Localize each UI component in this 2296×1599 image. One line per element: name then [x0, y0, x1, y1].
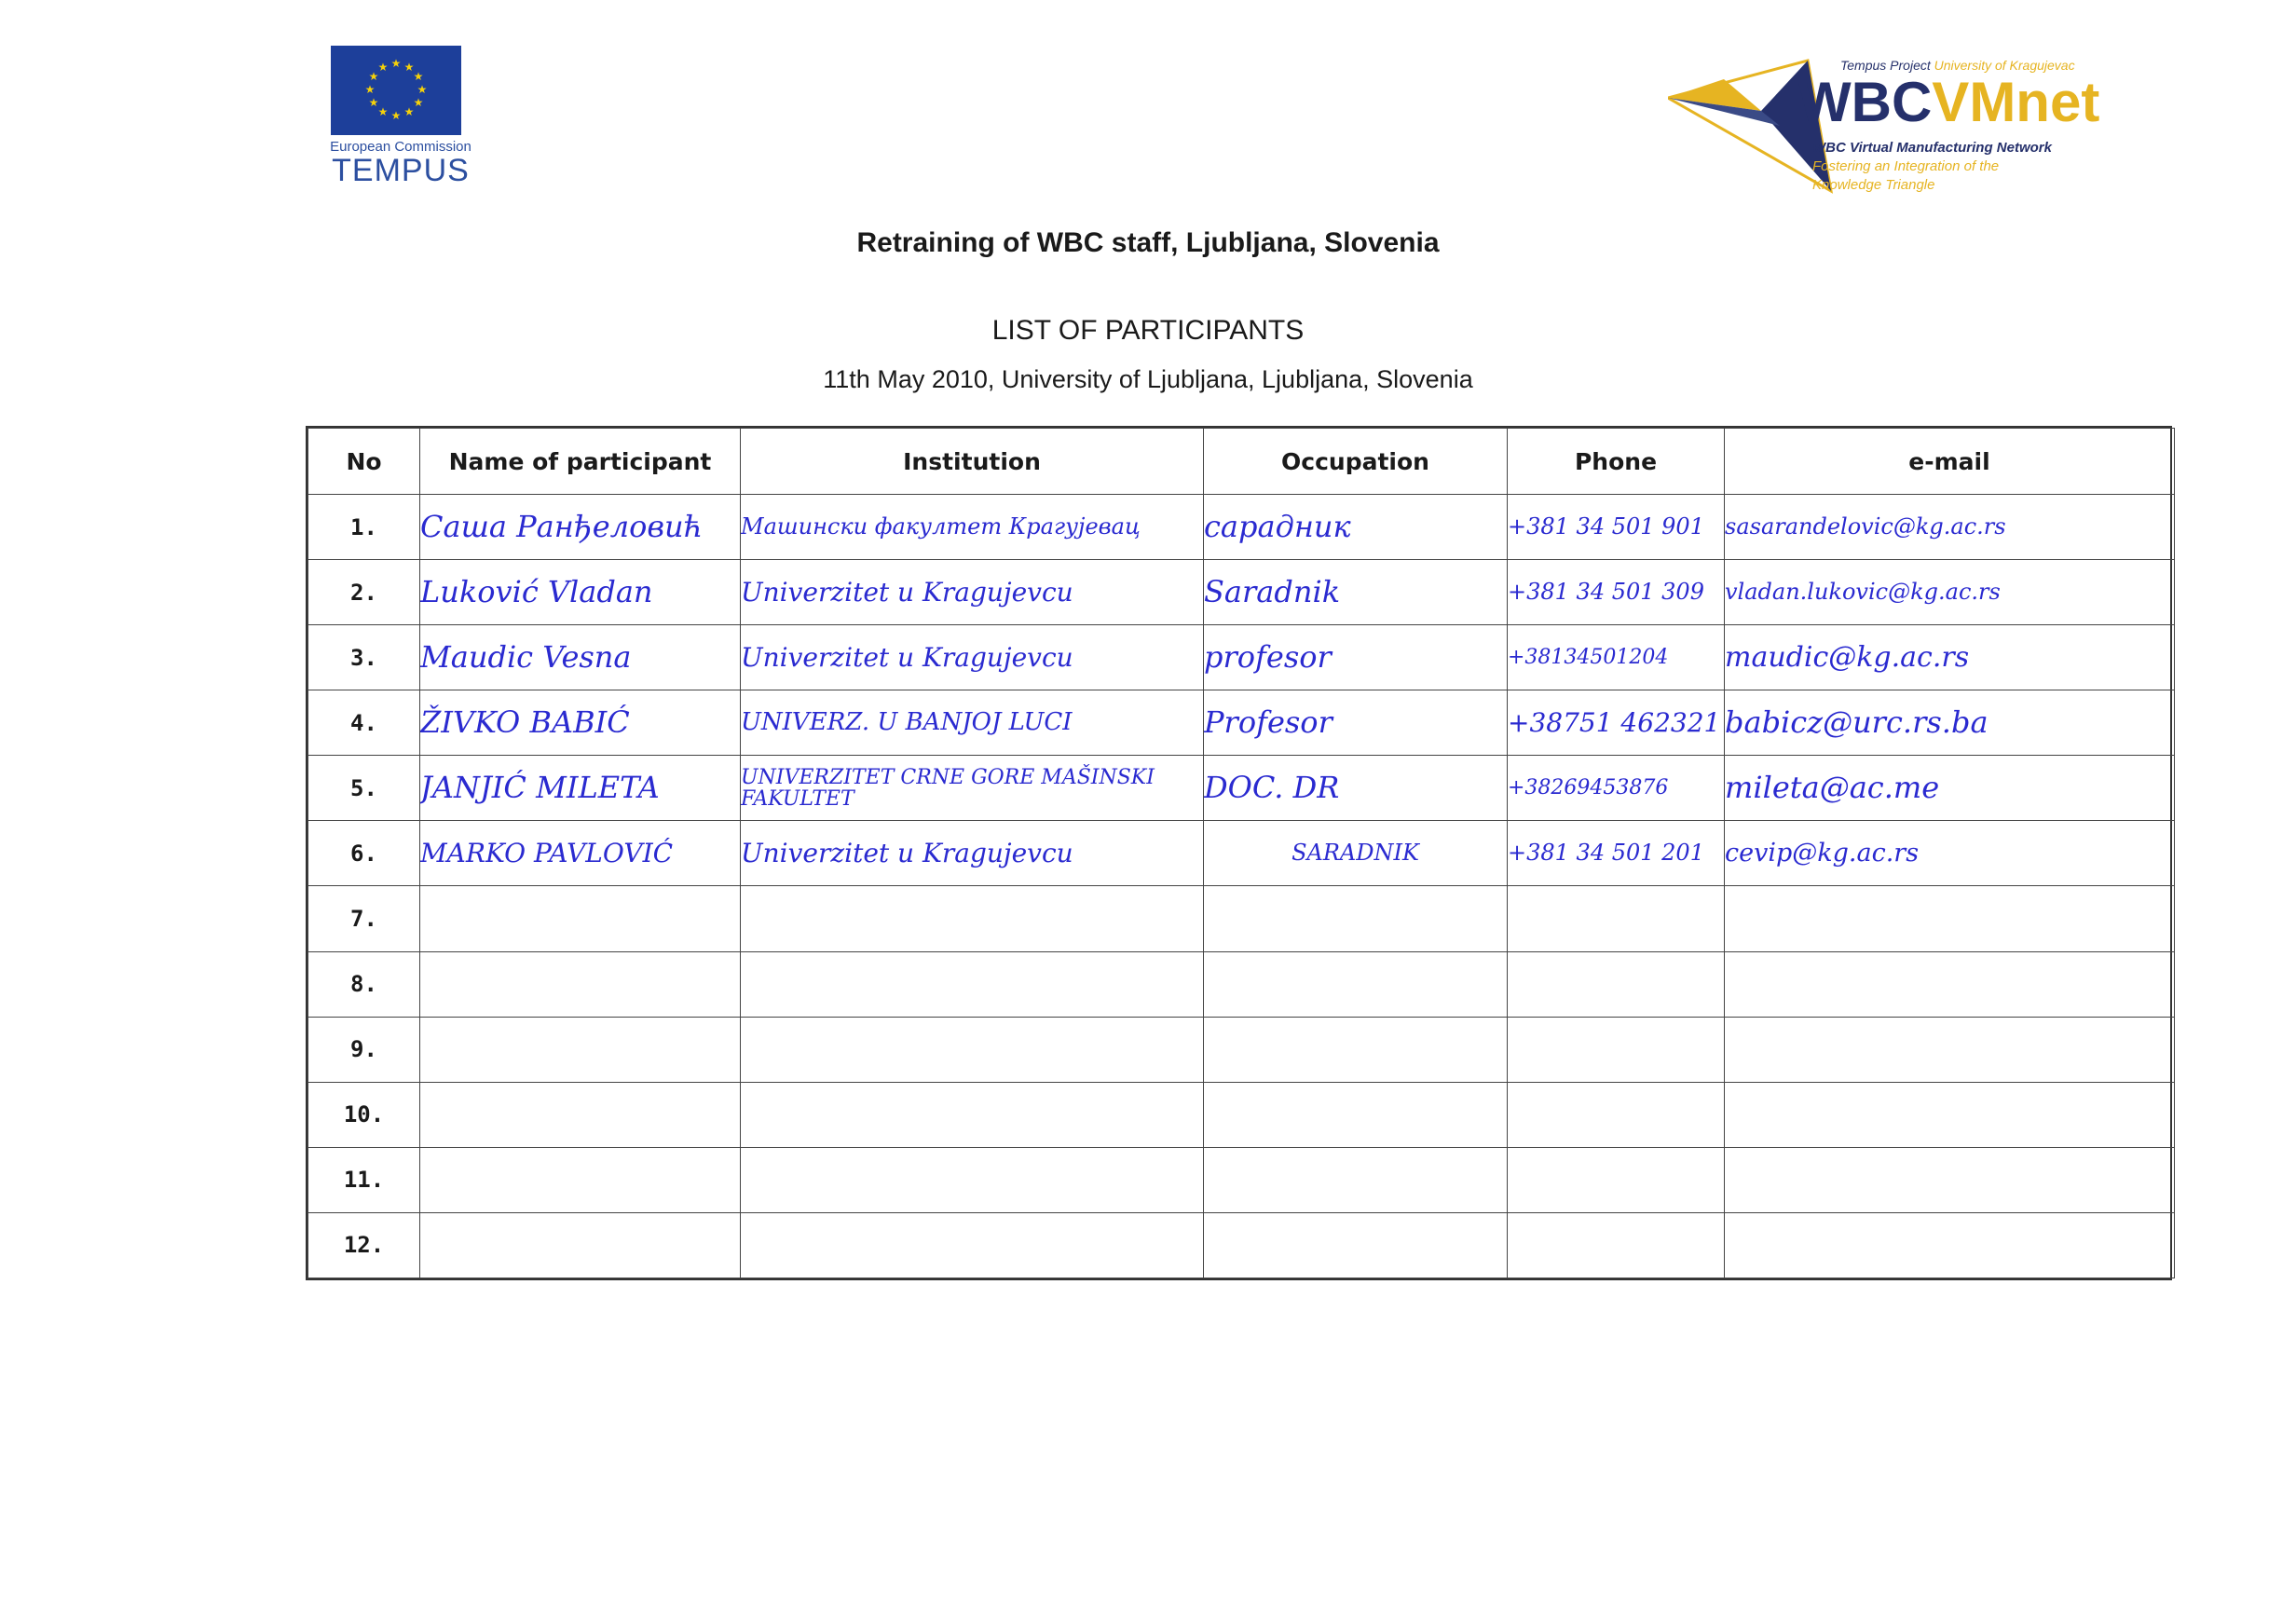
wbc-project-suffix: University of Kragujevac [1934, 58, 2075, 73]
participant-name [420, 1147, 741, 1212]
svg-text:★: ★ [377, 105, 389, 118]
participant-occupation: DOC. DR [1204, 756, 1508, 821]
row-number: 4. [308, 690, 420, 756]
participant-email [1725, 1212, 2175, 1278]
participant-email [1725, 1082, 2175, 1147]
participant-email: mileta@ac.me [1725, 756, 2175, 821]
column-header-no: No [308, 429, 420, 495]
column-header-phone: Phone [1508, 429, 1725, 495]
participant-institution [741, 886, 1204, 951]
wbc-tagline-3: Knowledge Triangle [1812, 177, 1935, 193]
row-number: 12. [308, 1212, 420, 1278]
participant-name [420, 1082, 741, 1147]
row-number: 9. [308, 1017, 420, 1082]
table-header-row [308, 429, 2175, 495]
participant-email [1725, 886, 2175, 951]
participant-name: JANJIĆ MILETA [420, 756, 741, 821]
table-row [308, 1017, 2175, 1082]
participant-email: cevip@kg.ac.rs [1725, 821, 2175, 886]
participant-email [1725, 951, 2175, 1017]
document-title: Retraining of WBC staff, Ljubljana, Slovenia [856, 227, 1440, 258]
participant-name: Maudic Vesna [420, 625, 741, 690]
participant-occupation: profesor [1204, 625, 1508, 690]
table-row [308, 951, 2175, 1017]
row-number: 2. [308, 560, 420, 625]
svg-text:★: ★ [368, 96, 379, 109]
wbc-project-prefix: Tempus Project [1840, 58, 1931, 73]
participant-institution: Univerzitet u Kragujevcu [741, 821, 1204, 886]
svg-text:★: ★ [390, 109, 402, 122]
participant-occupation [1204, 886, 1508, 951]
participant-phone [1508, 1147, 1725, 1212]
participant-phone [1508, 1212, 1725, 1278]
participant-occupation: SARADNIK [1204, 821, 1508, 886]
wbc-tagline-1: WBC Virtual Manufacturing Network [1812, 140, 2052, 156]
participant-occupation [1204, 1082, 1508, 1147]
wbc-tagline-2: Fostering an Integration of the [1812, 158, 2000, 174]
tempus-label: TEMPUS [332, 153, 470, 188]
participant-institution [741, 1212, 1204, 1278]
participant-occupation: сарадник [1204, 495, 1508, 560]
table-row [308, 625, 2175, 690]
svg-text:★: ★ [403, 105, 415, 118]
column-header-email: e-mail [1725, 429, 2175, 495]
participant-name: Саша Ранђеловић [420, 495, 741, 560]
participant-phone: +381 34 501 201 [1508, 821, 1725, 886]
participant-email [1725, 1147, 2175, 1212]
svg-text:★: ★ [413, 96, 424, 109]
column-header-occupation: Occupation [1204, 429, 1508, 495]
row-number: 5. [308, 756, 420, 821]
participant-phone: +38751 462321 [1508, 690, 1725, 756]
wbc-brand-part1: WBC [1798, 71, 1933, 133]
participant-phone: +381 34 501 901 [1508, 495, 1725, 560]
participant-institution: Машински факултет Крагујевац [741, 495, 1204, 560]
participant-institution [741, 1017, 1204, 1082]
participant-phone: +38269453876 [1508, 756, 1725, 821]
participant-institution [741, 951, 1204, 1017]
participant-institution: UNIVERZITET CRNE GORE MAŠINSKI FAKULTET [741, 756, 1204, 821]
svg-text:★: ★ [364, 83, 376, 96]
participant-email: vladan.lukovic@kg.ac.rs [1725, 560, 2175, 625]
participant-phone [1508, 886, 1725, 951]
participant-institution: Univerzitet u Kragujevcu [741, 560, 1204, 625]
participant-phone [1508, 951, 1725, 1017]
row-number: 8. [308, 951, 420, 1017]
table-row [308, 560, 2175, 625]
eu-flag-icon [331, 46, 461, 135]
participant-occupation [1204, 1017, 1508, 1082]
document-subtitle: LIST OF PARTICIPANTS [991, 315, 1305, 346]
participant-email: maudic@kg.ac.rs [1725, 625, 2175, 690]
table-row [308, 1212, 2175, 1278]
participant-occupation [1204, 951, 1508, 1017]
participant-institution [741, 1082, 1204, 1147]
participant-email: sasarandelovic@kg.ac.rs [1725, 495, 2175, 560]
row-number: 10. [308, 1082, 420, 1147]
svg-text:★: ★ [403, 61, 415, 74]
participant-phone: +381 34 501 309 [1508, 560, 1725, 625]
svg-text:★: ★ [368, 70, 379, 83]
participant-phone: +38134501204 [1508, 625, 1725, 690]
participant-institution [741, 1147, 1204, 1212]
svg-text:★: ★ [377, 61, 389, 74]
table-row [308, 821, 2175, 886]
participant-name [420, 1017, 741, 1082]
participant-occupation [1204, 1212, 1508, 1278]
eu-stars-icon [331, 46, 461, 135]
participant-name [420, 951, 741, 1017]
column-header-name: Name of participant [420, 429, 741, 495]
column-header-institution: Institution [741, 429, 1204, 495]
participant-occupation: Saradnik [1204, 560, 1508, 625]
participant-name: Luković Vladan [420, 560, 741, 625]
row-number: 1. [308, 495, 420, 560]
wbc-brand [1798, 71, 2100, 133]
table-row [308, 690, 2175, 756]
participant-name: ŽIVKO BABIĆ [420, 690, 741, 756]
document-date-line: 11th May 2010, University of Ljubljana, Ljubljana, Slovenia [823, 365, 1473, 393]
participant-phone [1508, 1082, 1725, 1147]
participant-name [420, 886, 741, 951]
row-number: 11. [308, 1147, 420, 1212]
row-number: 3. [308, 625, 420, 690]
row-number: 7. [308, 886, 420, 951]
participant-name [420, 1212, 741, 1278]
table-row [308, 1147, 2175, 1212]
participant-occupation: Profesor [1204, 690, 1508, 756]
row-number: 6. [308, 821, 420, 886]
table-row [308, 495, 2175, 560]
participant-name: MARKO PAVLOVIĆ [420, 821, 741, 886]
participant-email [1725, 1017, 2175, 1082]
svg-text:★: ★ [413, 70, 424, 83]
eu-commission-label: European Commission [330, 139, 472, 155]
table-row [308, 886, 2175, 951]
participants-table [306, 426, 2172, 1280]
participant-email: babicz@urc.rs.ba [1725, 690, 2175, 756]
table-row [308, 756, 2175, 821]
svg-text:★: ★ [417, 83, 428, 96]
svg-text:★: ★ [390, 57, 402, 70]
table-row [308, 1082, 2175, 1147]
participant-phone [1508, 1017, 1725, 1082]
participant-institution: Univerzitet u Kragujevcu [741, 625, 1204, 690]
participant-institution: UNIVERZ. U BANJOJ LUCI [741, 690, 1204, 756]
wbc-brand-part2: VMnet [1932, 71, 2100, 133]
participant-occupation [1204, 1147, 1508, 1212]
